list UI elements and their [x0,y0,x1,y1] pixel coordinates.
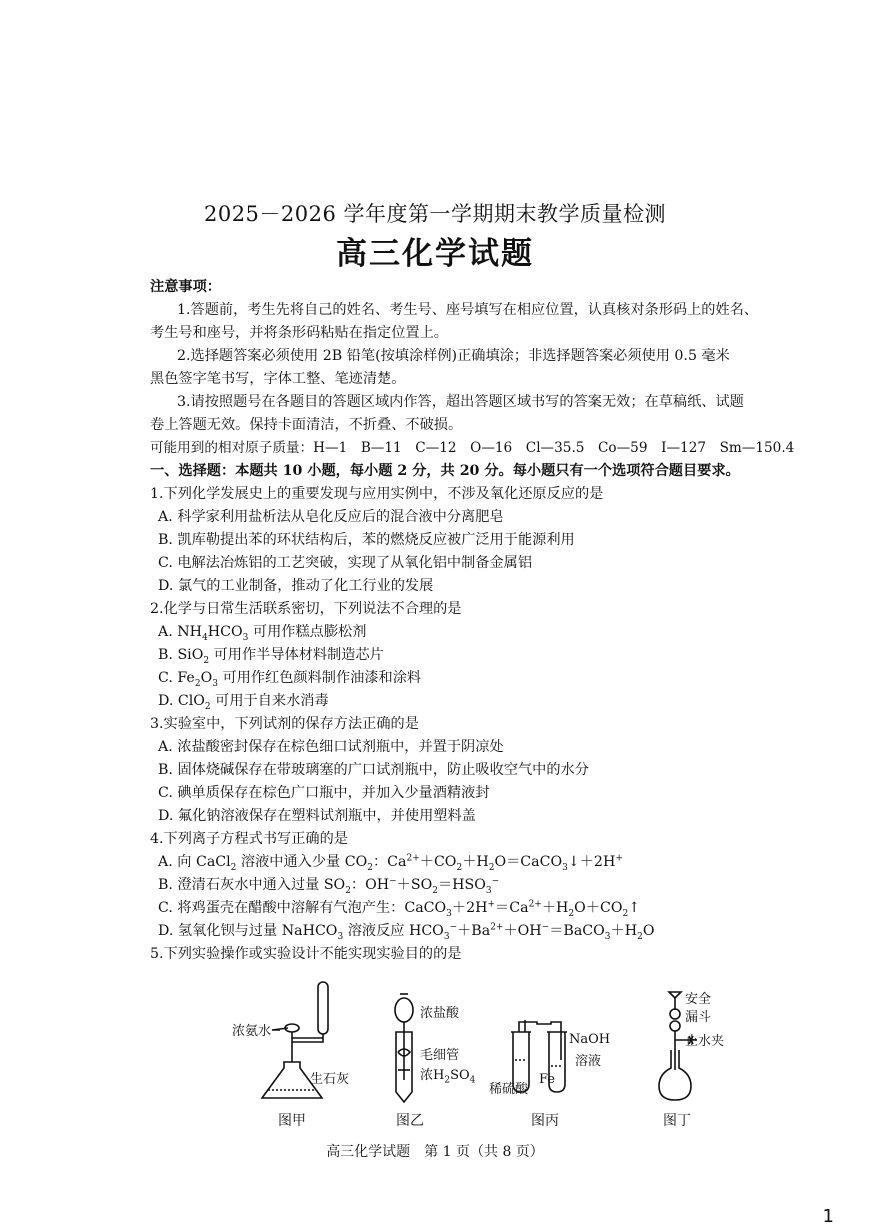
q2-option-a: A. $NH_4HCO_3$ 可用作糕点膨松剂 [158,624,367,643]
bing-label-solution: 溶液 [575,1054,602,1069]
q4-option-c: C. 将鸡蛋壳在醋酸中溶解有气泡产生：$CaCO_3+2H^+=Ca^{2+}+H_2O+CO_2↑$ [158,899,641,919]
q5-stem: 5.下列实验操作或实验设计不能实现实验目的的是 [150,946,462,962]
exam-subtitle: 2025－2026 学年度第一学期期末教学质量检测 [203,202,667,226]
figure-jia-caption: 图甲 [278,1113,306,1129]
q4-option-b: B. 澄清石灰水中通入过量 $SO_2$：$OH^-+SO_2=HSO_3^-$ [158,876,500,896]
figure-bing [489,980,635,1130]
figure-yi-apparatus [380,980,490,1105]
notice-item-1a: 1.答题前，考生先将自己的姓名、考生号、座号填写在相应位置，认真核对条形码上的姓名、 [177,302,759,318]
exam-body [150,276,795,966]
q5-figures [200,980,760,1130]
notice-heading: 注意事项： [150,279,221,295]
yi-label-conc-h2so4: 浓$H_2SO_4$ [420,1068,476,1086]
q2-stem: 2.化学与日常生活联系密切，下列说法不合理的是 [150,601,462,617]
ding-label-funnel: 漏斗 [685,1010,712,1025]
figure-jia [200,980,360,1130]
q1-stem: 1.下列化学发展史上的重要发现与应用实例中，不涉及氧化还原反应的是 [150,486,604,502]
notice-item-1b: 考生号和座号，并将条形码粘贴在指定位置上。 [150,325,448,341]
q3-option-b: B. 固体烧碱保存在带玻璃塞的广口试剂瓶中，防止吸收空气中的水分 [158,762,589,778]
ding-label-safety: 安全 [685,992,712,1007]
q3-stem: 3.实验室中，下列试剂的保存方法正确的是 [150,716,419,732]
yi-label-capillary: 毛细管 [420,1048,460,1063]
yi-label-conc-hcl: 浓盐酸 [420,1006,460,1021]
bing-label-naoh: NaOH [569,1032,611,1047]
section-heading: 一、选择题：本题共 10 小题，每小题 2 分，共 20 分。每小题只有一个选项符合题目要求。 [150,463,740,479]
notice-item-3b: 卷上答题无效。保持卡面清洁，不折叠、不破损。 [150,417,463,433]
figure-yi [380,980,490,1130]
q4-stem: 4.下列离子方程式书写正确的是 [150,831,348,847]
q2-option-c: C. $Fe_2O_3$ 可用作红色颜料制作油漆和涂料 [158,670,422,689]
page-footer: 高三化学试题 第 1 页（共 8 页） [326,1144,544,1160]
jia-label-ammonia: 浓氨水 [232,1024,272,1039]
figure-yi-caption: 图乙 [396,1113,424,1129]
figure-bing-caption: 图丙 [531,1113,559,1129]
bing-label-fe: Fe [539,1072,556,1087]
atomic-masses: 可能用到的相对原子质量：H—1 B—11 C—12 O—16 Cl—35.5 Co—59 I—127 Sm—150.4 [150,440,795,456]
jia-label-quicklime: 生石灰 [310,1072,350,1087]
q1-option-c: C. 电解法冶炼铝的工艺突破，实现了从氧化铝中制备金属铝 [158,555,533,571]
q1-option-a: A. 科学家利用盐析法从皂化反应后的混合液中分离肥皂 [158,509,504,525]
q2-option-d: D. ClO$_2$ 可用于自来水消毒 [158,693,329,712]
q1-option-d: D. 氯气的工业制备，推动了化工行业的发展 [158,578,434,594]
q4-option-d: D. 氢氧化钡与过量 NaHCO$_3$ 溶液反应 $HCO_3^-+Ba^{2+}+OH^-=BaCO_3+H_2O$ [158,922,655,942]
ding-label-clamp: 止水夹 [685,1034,725,1049]
notice-item-3a: 3.请按照题号在各题目的答题区域内作答，超出答题区域书写的答案无效；在草稿纸、试题 [177,394,744,410]
q3-option-d: D. 氟化钠溶液保存在塑料试剂瓶中，并使用塑料盖 [158,808,476,824]
exam-title: 高三化学试题 [336,236,534,272]
notice-item-2b: 黑色签字笔书写，字体工整、笔迹清楚。 [150,371,406,387]
q4-option-a: A. 向 CaCl$_2$ 溶液中通入少量 $CO_2$：$Ca^{2+}+CO_2+H_2O=CaCO_3↓+2H^+$ [158,853,623,873]
notice-item-2a: 2.选择题答案必须使用 2B 铅笔(按填涂样例)正确填涂；非选择题答案必须使用 0.5 毫米 [177,348,730,364]
q3-option-a: A. 浓盐酸密封保存在棕色细口试剂瓶中，并置于阴凉处 [158,739,504,755]
q2-option-b: B. SiO$_2$ 可用作半导体材料制造芯片 [158,647,384,666]
q3-option-c: C. 碘单质保存在棕色广口瓶中，并加入少量酒精液封 [158,785,490,801]
q1-option-b: B. 凯库勒提出苯的环状结构后，苯的燃烧反应被广泛用于能源利用 [158,532,575,548]
bing-label-dilute-h2so4: 稀硫酸 [489,1082,529,1097]
page-number: 1 [822,1206,834,1227]
figure-ding-caption: 图丁 [663,1113,691,1129]
figure-ding [645,980,760,1130]
